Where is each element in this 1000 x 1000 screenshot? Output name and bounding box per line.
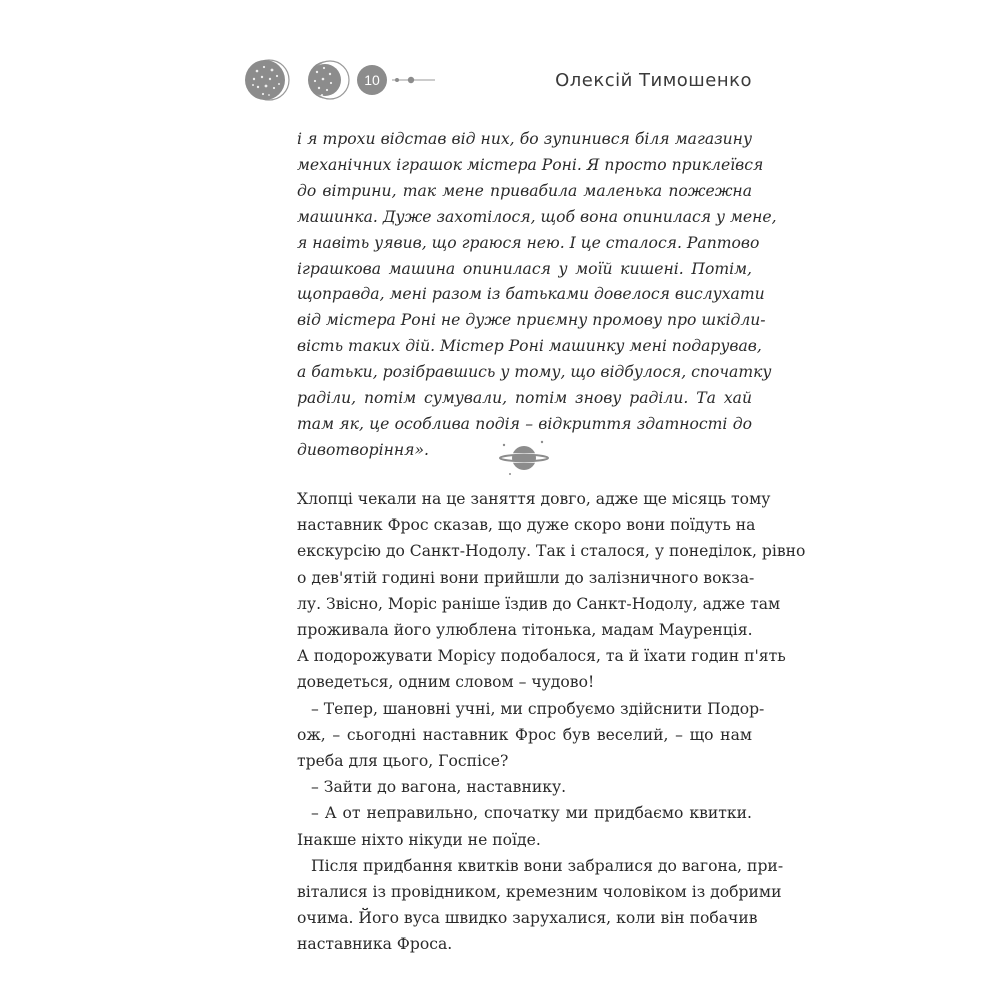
body-line: А подорожувати Морісу подобалося, та й їхати годин п'ять bbox=[297, 647, 786, 666]
body-line: ож, – сьогодні наставник Фрос був веселий, – що нам bbox=[297, 725, 752, 744]
body-line: наставника Фроса. bbox=[297, 935, 453, 954]
body-line: о дев'ятій годині вони прийшли до залізничного вокза- bbox=[297, 568, 755, 587]
quote-line: і я трохи відстав від них, бо зупинився біля магазину bbox=[297, 130, 752, 148]
moon-phases-decoration bbox=[245, 55, 445, 107]
body-line: – Зайти до вагона, наставнику. bbox=[311, 778, 567, 797]
planet-divider-icon bbox=[496, 436, 552, 480]
full-moon-icon bbox=[245, 60, 285, 100]
body-line: Після придбання квитків вони забралися до вагона, при- bbox=[311, 856, 784, 875]
quote-line: вість таких дій. Містер Роні машинку мені подарував, bbox=[297, 337, 762, 356]
body-line: проживала його улюблена тітонька, мадам Мауренція. bbox=[297, 621, 753, 640]
body-line: Хлопці чекали на це заняття довго, адже ще місяць тому bbox=[297, 490, 771, 508]
quote-line: машинка. Дуже захотілося, щоб вона опинилася у мене, bbox=[297, 207, 777, 226]
quote-line: до вітрини, так мене привабила маленька пожежна bbox=[297, 181, 752, 200]
page-number: 10 bbox=[364, 72, 380, 88]
body-line: екскурсію до Санкт-Нодолу. Так і сталося, у понеділок, рівно bbox=[297, 542, 806, 561]
body-text-block bbox=[297, 486, 806, 958]
author-name: Олексій Тимошенко bbox=[555, 70, 752, 91]
quote-line: я навіть уявив, що граюся нею. І це сталося. Раптово bbox=[297, 233, 760, 252]
quote-line: раділи, потім сумували, потім знову раділи. Та хай bbox=[297, 389, 752, 408]
body-line: віталися із провідником, кремезним чоловіком із добрими bbox=[297, 883, 782, 902]
body-line: – А от неправильно, спочатку ми придбаємо квитки. bbox=[311, 804, 752, 823]
body-line: очима. Його вуса швидко зарухалися, коли він побачив bbox=[297, 909, 758, 928]
page-number-badge bbox=[357, 65, 387, 95]
quote-line: щоправда, мені разом із батьками довелося вислухати bbox=[297, 285, 765, 304]
body-line: – Тепер, шановні учні, ми спробуємо здійснити Подор- bbox=[311, 699, 765, 718]
quote-line: механічних іграшок містера Роні. Я просто приклеївся bbox=[297, 155, 764, 174]
small-planet-icon bbox=[408, 77, 414, 83]
body-line: Інакше ніхто нікуди не поїде. bbox=[297, 830, 541, 849]
quote-line: а батьки, розібравшись у тому, що відбулося, спочатку bbox=[297, 363, 772, 382]
body-line: наставник Фрос сказав, що дуже скоро вони поїдуть на bbox=[297, 516, 756, 535]
body-line: лу. Звісно, Моріс раніше їздив до Санкт-Нодолу, адже там bbox=[297, 594, 781, 613]
italic-quote-block bbox=[297, 127, 777, 464]
quote-line: від містера Роні не дуже приємну промову про шкідли- bbox=[297, 311, 766, 330]
body-line: треба для цього, Госпісе? bbox=[297, 752, 509, 771]
quote-line: там як, це особлива подія – відкриття здатності до bbox=[297, 414, 752, 433]
body-line: доведеться, одним словом – чудово! bbox=[297, 673, 595, 692]
quote-line: дивотворіння». bbox=[297, 440, 429, 459]
quote-line: іграшкова машина опинилася у моїй кишені. Потім, bbox=[297, 259, 752, 278]
